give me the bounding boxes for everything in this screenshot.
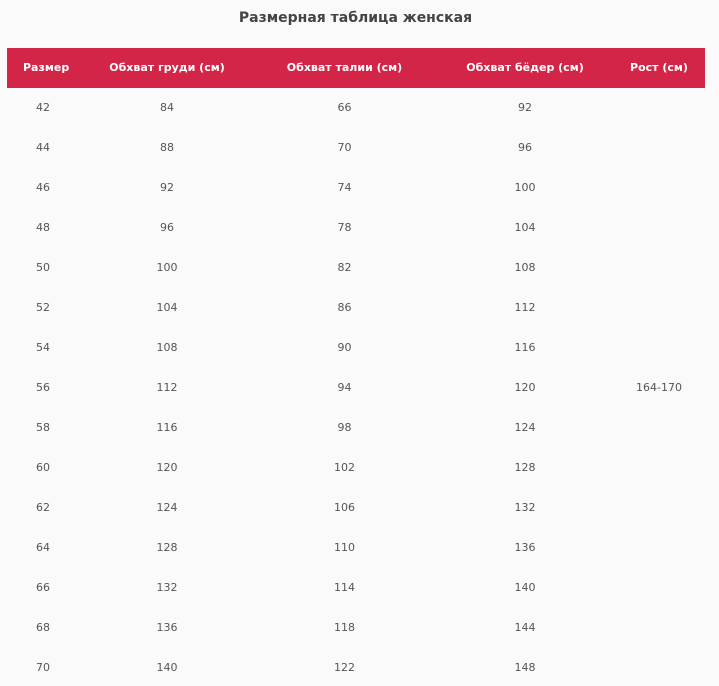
cell-chest: 84 bbox=[160, 101, 174, 114]
cell-hips: 136 bbox=[514, 541, 536, 554]
table-row bbox=[7, 488, 705, 528]
cell-size: 50 bbox=[36, 261, 50, 274]
cell-size: 54 bbox=[36, 341, 50, 354]
cell-hips: 128 bbox=[514, 461, 536, 474]
cell-waist: 102 bbox=[334, 461, 355, 474]
header-size: Размер bbox=[23, 61, 70, 74]
cell-waist: 66 bbox=[337, 101, 352, 114]
size-table bbox=[7, 48, 705, 686]
cell-waist: 114 bbox=[334, 581, 355, 594]
cell-chest: 120 bbox=[156, 461, 178, 474]
table-body bbox=[7, 88, 705, 686]
cell-hips: 100 bbox=[514, 181, 536, 194]
table-row bbox=[7, 248, 705, 288]
cell-hips: 148 bbox=[514, 661, 536, 674]
cell-chest: 96 bbox=[160, 221, 174, 234]
cell-size: 62 bbox=[36, 501, 50, 514]
cell-chest: 108 bbox=[156, 341, 178, 354]
cell-size: 46 bbox=[36, 181, 50, 194]
cell-size: 56 bbox=[36, 381, 50, 394]
cell-size: 64 bbox=[36, 541, 50, 554]
cell-hips: 120 bbox=[514, 381, 536, 394]
cell-waist: 70 bbox=[337, 141, 352, 154]
table-row bbox=[7, 168, 705, 208]
header-chest: Обхват груди (см) bbox=[109, 61, 225, 74]
cell-chest: 88 bbox=[160, 141, 174, 154]
cell-size: 48 bbox=[36, 221, 50, 234]
cell-chest: 124 bbox=[156, 501, 178, 514]
cell-hips: 92 bbox=[518, 101, 532, 114]
cell-hips: 108 bbox=[514, 261, 536, 274]
cell-size: 42 bbox=[36, 101, 50, 114]
cell-chest: 100 bbox=[156, 261, 178, 274]
table-row bbox=[7, 448, 705, 488]
table-row bbox=[7, 408, 705, 448]
cell-chest: 140 bbox=[156, 661, 178, 674]
cell-hips: 112 bbox=[514, 301, 536, 314]
cell-hips: 104 bbox=[514, 221, 536, 234]
cell-chest: 92 bbox=[160, 181, 174, 194]
cell-hips: 124 bbox=[514, 421, 536, 434]
cell-height: 164-170 bbox=[636, 381, 682, 394]
cell-chest: 116 bbox=[156, 421, 178, 434]
cell-waist: 78 bbox=[337, 221, 352, 234]
cell-waist: 110 bbox=[334, 541, 355, 554]
cell-size: 60 bbox=[36, 461, 50, 474]
cell-chest: 136 bbox=[156, 621, 178, 634]
table-row bbox=[7, 88, 705, 128]
table-row bbox=[7, 288, 705, 328]
header-waist: Обхват талии (см) bbox=[286, 61, 403, 74]
cell-size: 66 bbox=[36, 581, 50, 594]
table-row bbox=[7, 368, 705, 408]
cell-size: 44 bbox=[36, 141, 50, 154]
header-height: Рост (см) bbox=[630, 61, 688, 74]
table-row bbox=[7, 648, 705, 686]
cell-chest: 104 bbox=[156, 301, 178, 314]
table-row bbox=[7, 608, 705, 648]
table-row bbox=[7, 328, 705, 368]
table-row bbox=[7, 208, 705, 248]
cell-waist: 74 bbox=[337, 181, 352, 194]
cell-waist: 82 bbox=[337, 261, 352, 274]
cell-waist: 94 bbox=[337, 381, 352, 394]
cell-waist: 106 bbox=[334, 501, 355, 514]
cell-size: 68 bbox=[36, 621, 50, 634]
cell-chest: 112 bbox=[156, 381, 178, 394]
cell-size: 52 bbox=[36, 301, 50, 314]
cell-waist: 86 bbox=[337, 301, 352, 314]
table-row bbox=[7, 568, 705, 608]
table-row bbox=[7, 528, 705, 568]
table-row bbox=[7, 128, 705, 168]
cell-size: 58 bbox=[36, 421, 50, 434]
cell-chest: 132 bbox=[156, 581, 178, 594]
cell-hips: 144 bbox=[514, 621, 536, 634]
cell-hips: 132 bbox=[514, 501, 536, 514]
cell-chest: 128 bbox=[156, 541, 178, 554]
page-title: Размерная таблица женская bbox=[238, 10, 473, 26]
cell-size: 70 bbox=[36, 661, 50, 674]
cell-waist: 118 bbox=[334, 621, 355, 634]
cell-waist: 90 bbox=[337, 341, 352, 354]
cell-waist: 122 bbox=[334, 661, 355, 674]
cell-hips: 96 bbox=[518, 141, 532, 154]
table-header-row bbox=[7, 48, 705, 88]
cell-hips: 116 bbox=[514, 341, 536, 354]
header-hips: Обхват бёдер (см) bbox=[466, 61, 584, 74]
cell-hips: 140 bbox=[514, 581, 536, 594]
cell-waist: 98 bbox=[337, 421, 352, 434]
